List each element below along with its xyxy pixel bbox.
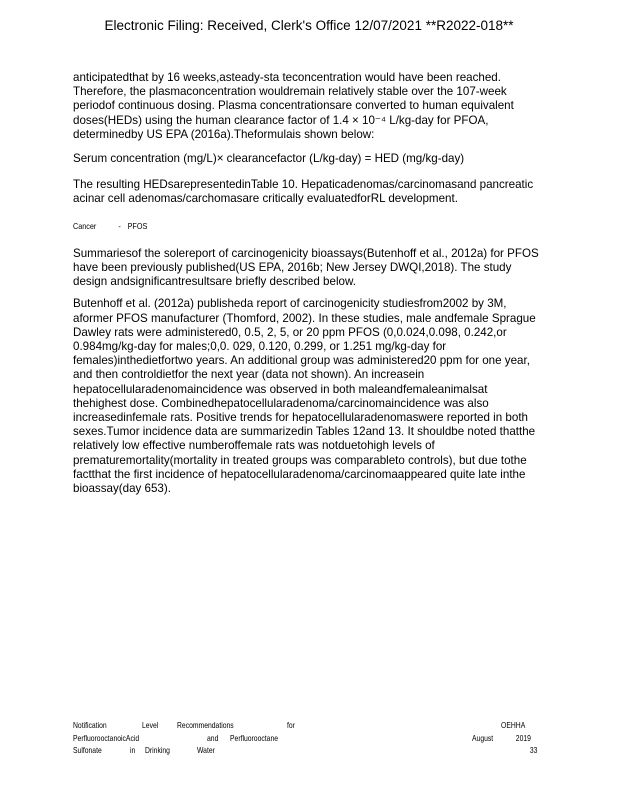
section-heading-dash: -: [118, 220, 121, 231]
section-heading-cancer-pfos: [73, 219, 473, 233]
footer-word: Water: [197, 745, 215, 755]
footer-page-number: 33: [529, 745, 537, 755]
footer-row-3: [73, 744, 539, 757]
footer-word: Notification: [73, 720, 107, 730]
footer-row-1: [73, 719, 539, 732]
section-heading-label: Cancer: [73, 220, 97, 231]
section-heading-subject: PFOS: [127, 220, 148, 231]
footer-row-2: [73, 732, 539, 745]
filing-stamp-header: Electronic Filing: Received, Clerk's Office 12/07/2021 **R2022-018**: [104, 18, 514, 33]
footer-word: PerfluorooctanoicAcid: [73, 732, 140, 743]
paragraph-butenhoff-study: Butenhoff et al. (2012a) publisheda report of carcinogenicity studiesfrom2002 by 3M, aformer PFOS manufacturer (Thomford, 2002). In these studies, male andfemale Sprague Dawley rats were administered0, 0.5, 2, 5, or 20 ppm PFOS (0,0.024,0.098, 0.242,or 0.984mg/kg-day for males;0,0. 029, 0.120, 0.299, or 1.251 mg/kg-day for females)inthedietfortwo years. An additional group was administered20 ppm for one year, and then controldietfor the next year (data not shown). An increasein hepatocellularadenomaincidence was observed in both maleandfemaleanimalsat thehighest dose. Combinedhepatocellularadenoma/carcinomaincidence was also increasedinfemale rats. Positive trends for hepatocellularadenomaswere reported in both sexes.Tumor incidence data are summarizedin Tables 12and 13. It shouldbe noted thatthe relatively low effective numberoffemale rats was notduetohigh levels of prematuremortality(mortality in treated groups was comparableto controls), but due tothe factthat the first incidence of hepatocellularadenoma/carcinomaappeared quite late inthe bioassay(day 653).: [73, 297, 536, 496]
footer-word: and: [207, 732, 219, 743]
footer-month: August: [472, 732, 494, 743]
footer-word: Recommendations: [177, 720, 234, 730]
document-body: [73, 71, 543, 504]
footer-word: Drinking: [145, 745, 170, 755]
footer-word: in: [130, 745, 136, 755]
footer-agency: OEHHA: [500, 720, 525, 730]
footer-year: 2019: [515, 732, 531, 743]
paragraph-bioassay-summary: Summariesof the solereport of carcinogenicity bioassays(Butenhoff et al., 2012a) for PFOS have been previously published(US EPA, 2016b; New Jersey DWQI,2018). The study design andsignificantresultsare briefly described below.: [73, 246, 539, 289]
paragraph-plasma-concentration: anticipatedthat by 16 weeks,asteady-sta teconcentration would have been reached. Therefore, the plasmaconcentration wouldremain relatively stable over the 107-week periodof continuous dosing. Plasma concentrationsare converted to human equivalent doses(HEDs) using the human clearance factor of 1.4 × 10⁻⁴ L/kg-day for PFOA, determinedby US EPA (2016a).Theformulais shown below:: [73, 71, 514, 141]
footer-word: for: [287, 720, 295, 730]
footer-word: Sulfonate: [73, 745, 102, 755]
page-footer: [73, 719, 539, 757]
hed-formula: Serum concentration (mg/L)× clearancefactor (L/kg-day) = HED (mg/kg-day): [73, 152, 465, 166]
footer-word: Perfluorooctane: [230, 732, 279, 743]
paragraph-hed-results: The resulting HEDsarepresentedinTable 10. Hepaticadenomas/carcinomasand pancreatic acinar cell adenomas/carchomasare critically evaluatedforRL development.: [73, 178, 534, 206]
footer-word: Level: [142, 720, 159, 730]
